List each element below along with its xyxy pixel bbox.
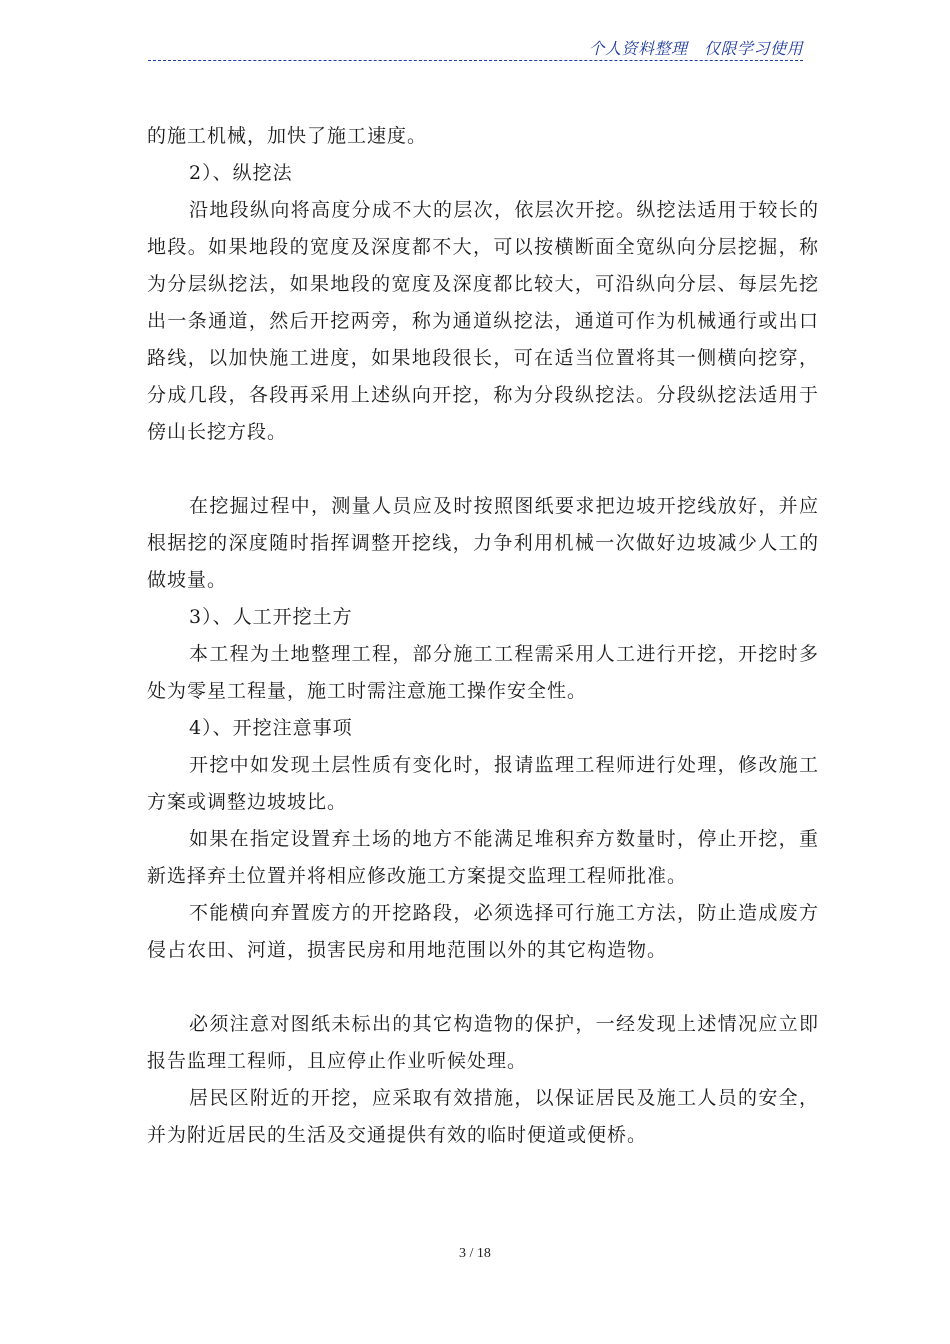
paragraph-gap [147, 969, 819, 1006]
paragraph-soil-change: 开挖中如发现土层性质有变化时，报请监理工程师进行处理，修改施工方案或调整边坡坡比。 [147, 754, 819, 813]
header-text: 个人资料整理 仅限学习使用 [588, 39, 803, 58]
page-header [148, 32, 803, 61]
paragraph-manual: 本工程为土地整理工程，部分施工工程需采用人工进行开挖，开挖时多处为零星工程量，施工时需注意施工操作安全性。 [147, 643, 819, 702]
page-number: 3 / 18 [459, 1246, 491, 1261]
section-heading-manual: 3）、人工开挖土方 [189, 606, 353, 628]
paragraph-residential: 居民区附近的开挖，应采取有效措施，以保证居民及施工人员的安全，并为附近居民的生活及交通提供有效的临时便道或便桥。 [147, 1087, 819, 1146]
paragraph-longitudinal-method: 沿地段纵向将高度分成不大的层次，依层次开挖。纵挖法适用于较长的地段。如果地段的宽度及深度都不大，可以按横断面全宽纵向分层挖掘，称为分层纵挖法，如果地段的宽度及深度都比较大，可沿纵向分层、每层先挖出一条通道，然后开挖两旁，称为通道纵挖法，通道可作为机械通行或出口路线，以加快施工进度，如果地段很长，可在适当位置将其一侧横向挖穿，分成几段，各段再采用上述纵向开挖，称为分段纵挖法。分段纵挖法适用于傍山长挖方段。 [147, 199, 819, 443]
paragraph-survey: 在挖掘过程中，测量人员应及时按照图纸要求把边坡开挖线放好，并应根据挖的深度随时指挥调整开挖线，力争利用机械一次做好边坡减少人工的做坡量。 [147, 495, 819, 591]
paragraph-gap [147, 451, 819, 488]
paragraph-spoil-site: 如果在指定设置弃土场的地方不能满足堆积弃方数量时，停止开挖，重新选择弃土位置并将相应修改施工方案提交监理工程师批准。 [147, 828, 819, 887]
paragraph-lateral-disposal: 不能横向弃置废方的开挖路段，必须选择可行施工方法，防止造成废方侵占农田、河道，损害民房和用地范围以外的其它构造物。 [147, 902, 819, 961]
paragraph-continuation: 的施工机械，加快了施工速度。 [147, 125, 428, 147]
section-heading-notes: 4）、开挖注意事项 [189, 717, 353, 739]
paragraph-structure-protection: 必须注意对图纸未标出的其它构造物的保护，一经发现上述情况应立即报告监理工程师，且应停止作业听候处理。 [147, 1013, 819, 1072]
document-body [147, 118, 819, 1154]
section-heading-longitudinal: 2）、纵挖法 [189, 162, 293, 184]
